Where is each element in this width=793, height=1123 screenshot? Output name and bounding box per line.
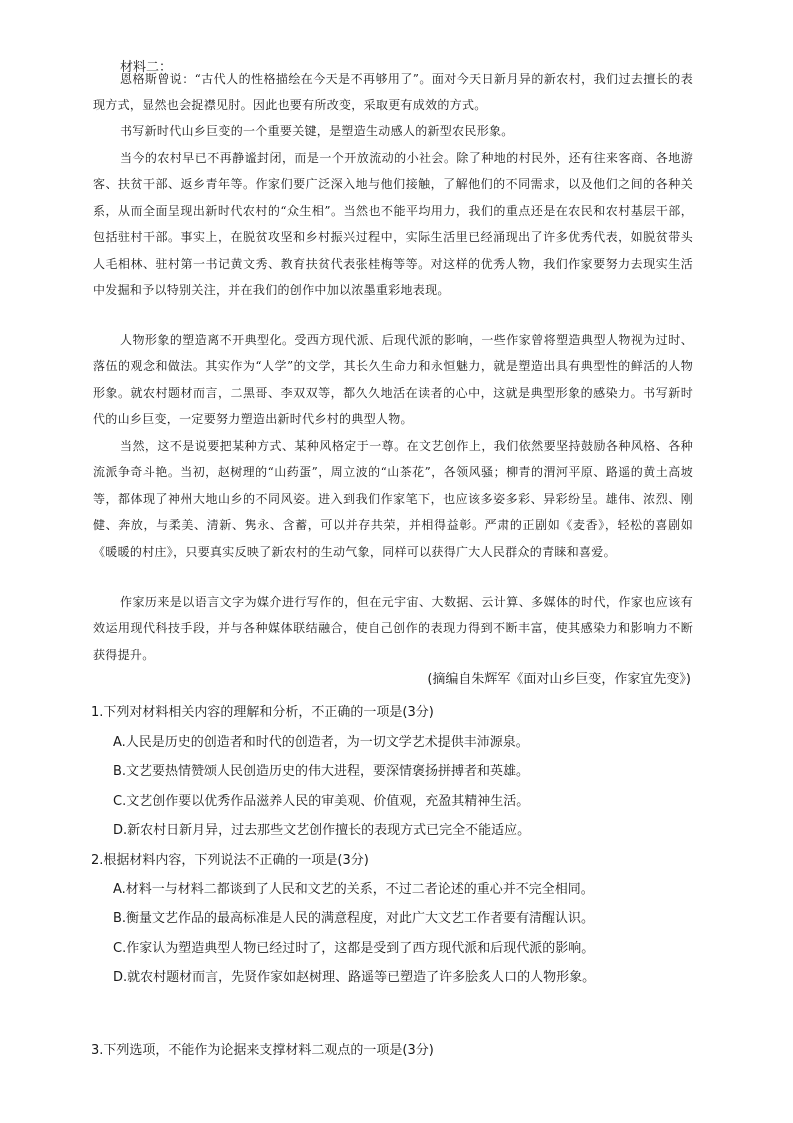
question-2-option-c[interactable]: C.作家认为塑造典型人物已经过时了，这都是受到了西方现代派和后现代派的影响。 (113, 941, 595, 956)
paragraph-2: 书写新时代山乡巨变的一个重要关键，是塑造生动感人的新型农民形象。 (120, 124, 514, 138)
paragraph-1: 恩格斯曾说：“古代人的性格描绘在今天是不再够用了”。面对今天日新月异的新农村，我们过去擅长的表现方式，显然也会捉襟见肘。因此也要有所改变，采取更有成效的方式。 (93, 72, 693, 113)
question-2-stem: 2.根据材料内容，下列说法不正确的一项是(3分) (91, 853, 369, 868)
paragraph-6: 作家历来是以语言文字为媒介进行写作的，但在元宇宙、大数据、云计算、多媒体的时代，作家也应该有效运用现代科技手段，并与各种媒体联结融合，使自己创作的表现力得到不断丰富，使其感染力和影响力不断获得提升。 (93, 595, 693, 662)
material-title: 材料二： (120, 60, 173, 75)
question-2-option-d[interactable]: D.就农村题材而言，先贤作家如赵树理、路遥等已塑造了许多脍炙人口的人物形象。 (113, 970, 596, 985)
source-citation: (摘编自朱辉军《面对山乡巨变，作家宜先变》) (427, 672, 691, 687)
question-1-option-b[interactable]: B.文艺要热情赞颂人民创造历史的伟大进程，要深情褒扬拼搏者和英雄。 (113, 764, 530, 779)
question-3-stem: 3.下列选项，不能作为论据来支撑材料二观点的一项是(3分) (91, 1043, 434, 1058)
question-1-option-a[interactable]: A.人民是历史的创造者和时代的创造者，为一切文学艺术提供丰沛源泉。 (113, 735, 529, 750)
paragraph-3: 当今的农村早已不再静谧封闭，而是一个开放流动的小社会。除了种地的村民外，还有往来客商、各地游客、扶贫干部、返乡青年等。作家们要广泛深入地与他们接触，了解他们的不同需求，以及他们之间的各种关系，从而全面呈现出新时代农村的“众生相”。当然也不能平均用力，我们的重点还是在农民和农村基层干部，包括驻村干部。事实上，在脱贫攻坚和乡村振兴过程中，实际生活里已经涌现出了许多优秀代表，如脱贫带头人毛相林、驻村第一书记黄文秀、教育扶贫代表张桂梅等等。对这样的优秀人物，我们作家要努力去现实生活中发掘和予以特别关注，并在我们的创作中加以浓墨重彩地表现。 (93, 151, 693, 298)
paragraph-4: 人物形象的塑造离不开典型化。受西方现代派、后现代派的影响，一些作家曾将塑造典型人物视为过时、落伍的观念和做法。其实作为“人学”的文学，其长久生命力和永恒魅力，就是塑造出具有典型性的鲜活的人物形象。就农村题材而言，二黑哥、李双双等，都久久地活在读者的心中，这就是典型形象的感染力。书写新时代的山乡巨变，一定要努力塑造出新时代乡村的典型人物。 (93, 333, 693, 427)
question-2-option-b[interactable]: B.衡量文艺作品的最高标准是人民的满意程度，对此广大文艺工作者要有清醒认识。 (113, 911, 595, 926)
question-1-option-d[interactable]: D.新农村日新月异，过去那些文艺创作擅长的表现方式已完全不能适应。 (113, 823, 531, 838)
question-2-option-a[interactable]: A.材料一与材料二都谈到了人民和文艺的关系，不过二者论述的重心并不完全相同。 (113, 882, 594, 897)
paragraph-5: 当然，这不是说要把某种方式、某种风格定于一尊。在文艺创作上，我们依然要坚持鼓励各种风格、各种流派争奇斗艳。当初，赵树理的“山药蛋”，周立波的“山茶花”，各领风骚；柳青的渭河平原、路遥的黄土高坡等，都体现了神州大地山乡的不同风姿。进入到我们作家笔下，也应该多姿多彩、异彩纷呈。雄伟、浓烈、刚健、奔放，与柔美、清新、隽永、含蓄，可以并存共荣，并相得益彰。严肃的正剧如《麦香》，轻松的喜剧如《暖暖的村庄》，只要真实反映了新农村的生动气象，同样可以获得广大人民群众的青睐和喜爱。 (93, 439, 693, 559)
question-1-stem: 1.下列对材料相关内容的理解和分析，不正确的一项是(3分) (91, 705, 434, 720)
question-1-option-c[interactable]: C.文艺创作要以优秀作品滋养人民的审美观、价值观，充盈其精神生活。 (113, 794, 530, 809)
